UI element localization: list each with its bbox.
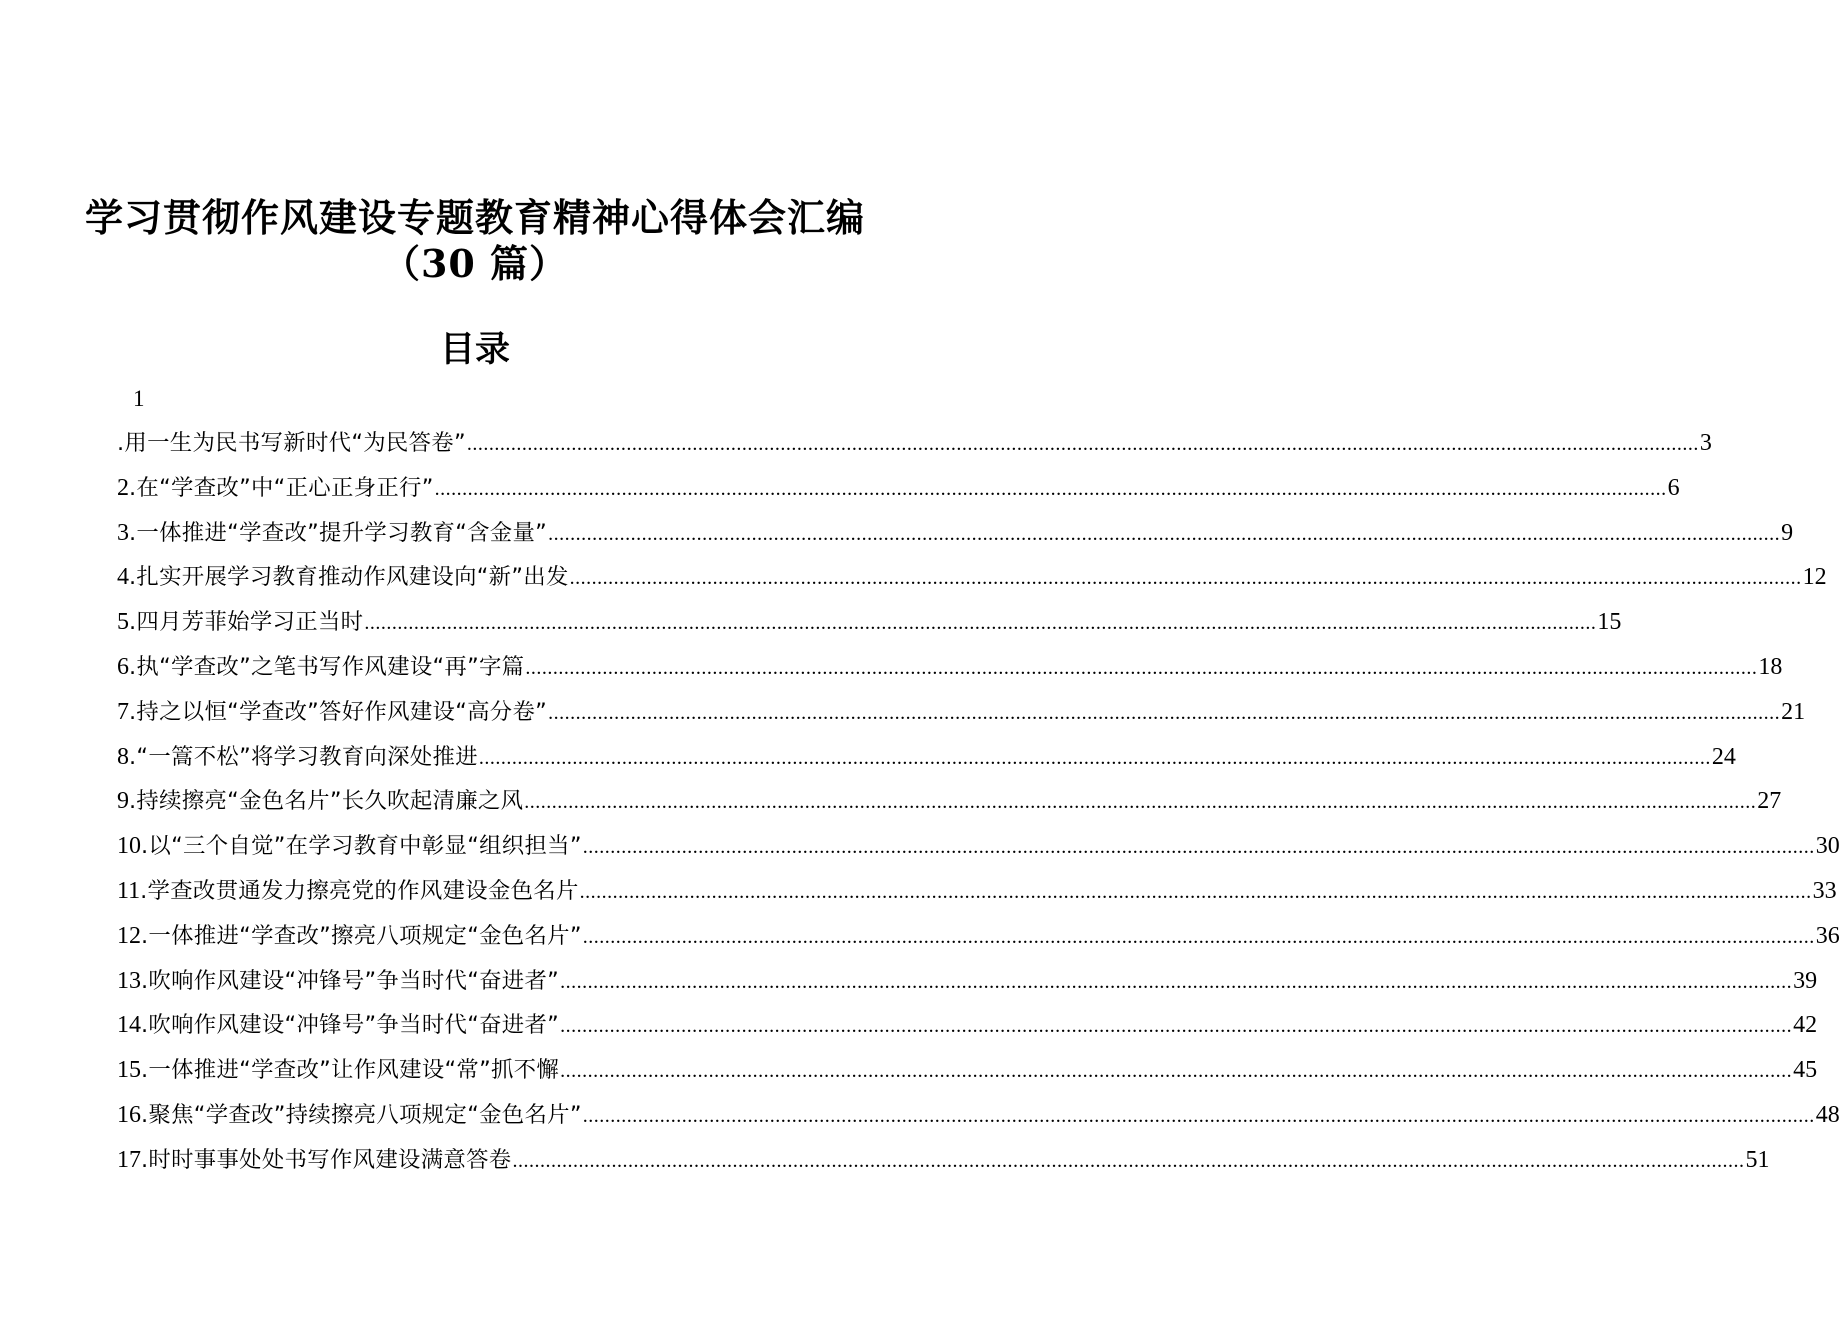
toc-entry-number: 9	[117, 788, 129, 815]
toc-dot-leader	[479, 742, 1711, 774]
toc-entry-number: 14	[117, 1012, 141, 1039]
toc-entry-page: 15	[1597, 609, 1622, 636]
toc-entry-title: .用一生为民书写新时代“为民答卷”	[117, 430, 466, 456]
toc-entry-title: .“一篙不松”将学习教育向深处推进	[129, 743, 478, 770]
toc-entry-number: 13	[117, 967, 141, 994]
toc-entry-number: 15	[117, 1057, 141, 1084]
table-of-contents	[117, 427, 1840, 1189]
toc-entry[interactable]	[117, 427, 1712, 472]
toc-entry-number: 8	[117, 743, 129, 770]
toc-dot-leader	[512, 1145, 1744, 1177]
toc-entry-title: .时时事事处处书写作风建设满意答卷	[141, 1146, 512, 1173]
toc-entry-number: 5	[117, 609, 129, 636]
toc-entry-page: 27	[1757, 788, 1782, 815]
document-subtitle: （30 篇）	[381, 241, 569, 286]
toc-entry-page: 36	[1815, 922, 1840, 949]
toc-entry-title: .持之以恒“学查改”答好作风建设“高分卷”	[129, 698, 548, 725]
toc-dot-leader	[435, 473, 1667, 505]
toc-entry-number: 4	[117, 564, 129, 591]
toc-entry-title: .扎实开展学习教育推动作风建设向“新”出发	[129, 564, 569, 591]
toc-entry[interactable]	[117, 1099, 1840, 1144]
toc-entry-page: 51	[1745, 1146, 1770, 1173]
toc-entry-title: .吹响作风建设“冲锋号”争当时代“奋进者”	[141, 1012, 560, 1039]
toc-entry-number: 12	[117, 922, 141, 949]
toc-entry-number: 10	[117, 833, 141, 860]
toc-dot-leader	[583, 1100, 1815, 1132]
toc-entry[interactable]	[117, 517, 1794, 562]
toc-entry-number: 7	[117, 698, 129, 725]
toc-entry-title: .一体推进“学查改”擦亮八项规定“金色名片”	[141, 922, 582, 949]
toc-entry-number: 16	[117, 1101, 141, 1128]
toc-entry-page: 24	[1711, 743, 1736, 770]
toc-entry-title: .以“三个自觉”在学习教育中彰显“组织担当”	[141, 833, 582, 860]
toc-entry-title: .学查改贯通发力擦亮党的作风建设金色名片	[140, 877, 579, 904]
toc-dot-leader	[525, 652, 1757, 684]
toc-entry-page: 12	[1802, 564, 1827, 591]
toc-entry[interactable]	[117, 785, 1782, 830]
toc-entry[interactable]	[117, 1144, 1770, 1189]
toc-entry-page: 42	[1793, 1012, 1818, 1039]
toc-dot-leader	[560, 1010, 1792, 1042]
toc-entry-page: 33	[1812, 877, 1837, 904]
toc-entry-title: .吹响作风建设“冲锋号”争当时代“奋进者”	[141, 967, 560, 994]
toc-entry-page: 21	[1781, 698, 1806, 725]
toc-entry[interactable]	[117, 606, 1622, 651]
toc-entry-number: 17	[117, 1146, 141, 1173]
toc-entry-title: .一体推进“学查改”提升学习教育“含金量”	[129, 519, 548, 546]
toc-dot-leader	[524, 786, 1756, 818]
toc-entry[interactable]	[117, 1009, 1818, 1054]
toc-entry-title: .在“学查改”中“正心正身正行”	[129, 474, 434, 501]
toc-entry-page: 39	[1793, 967, 1818, 994]
toc-entry[interactable]	[117, 472, 1680, 517]
toc-entry-title: .持续擦亮“金色名片”长久吹起清廉之风	[129, 788, 524, 815]
toc-entry-number: 2	[117, 474, 129, 501]
toc-entry-title: .四月芳菲始学习正当时	[129, 609, 364, 636]
toc-dot-leader	[583, 921, 1815, 953]
toc-entry-page: 6	[1667, 474, 1680, 501]
toc-entry-title: .一体推进“学查改”让作风建设“常”抓不懈	[141, 1057, 560, 1084]
toc-dot-leader	[580, 876, 1812, 908]
toc-entry-page: 3	[1699, 430, 1712, 456]
toc-entry[interactable]	[117, 561, 1827, 606]
toc-entry-page: 9	[1781, 519, 1794, 546]
toc-entry-number: 3	[117, 519, 129, 546]
stray-number: 1	[133, 386, 145, 411]
toc-entry[interactable]	[117, 696, 1806, 741]
toc-dot-leader	[583, 831, 1815, 863]
toc-entry[interactable]	[117, 965, 1818, 1010]
document-title: 学习贯彻作风建设专题教育精神心得体会汇编	[84, 195, 865, 240]
toc-heading: 目录	[439, 329, 510, 370]
toc-entry-title: .聚焦“学查改”持续擦亮八项规定“金色名片”	[141, 1101, 582, 1128]
toc-dot-leader	[548, 697, 1780, 729]
toc-entry-page: 18	[1758, 653, 1783, 680]
toc-entry-page: 45	[1793, 1057, 1818, 1084]
toc-dot-leader	[467, 428, 1699, 460]
toc-entry[interactable]	[117, 875, 1837, 920]
toc-dot-leader	[560, 1055, 1792, 1087]
toc-dot-leader	[548, 518, 1780, 550]
toc-entry[interactable]	[117, 741, 1736, 786]
toc-entry[interactable]	[117, 830, 1840, 875]
toc-entry-number: 11	[117, 877, 141, 904]
toc-dot-leader	[560, 966, 1792, 998]
toc-dot-leader	[570, 562, 1802, 594]
toc-entry-page: 30	[1815, 833, 1840, 860]
toc-entry[interactable]	[117, 920, 1840, 965]
toc-entry-page: 48	[1815, 1101, 1840, 1128]
toc-entry-number: 6	[117, 653, 129, 680]
toc-entry-title: .执“学查改”之笔书写作风建设“再”字篇	[129, 653, 525, 680]
toc-dot-leader	[364, 607, 1596, 639]
toc-entry[interactable]	[117, 1054, 1818, 1099]
toc-entry[interactable]	[117, 651, 1783, 696]
